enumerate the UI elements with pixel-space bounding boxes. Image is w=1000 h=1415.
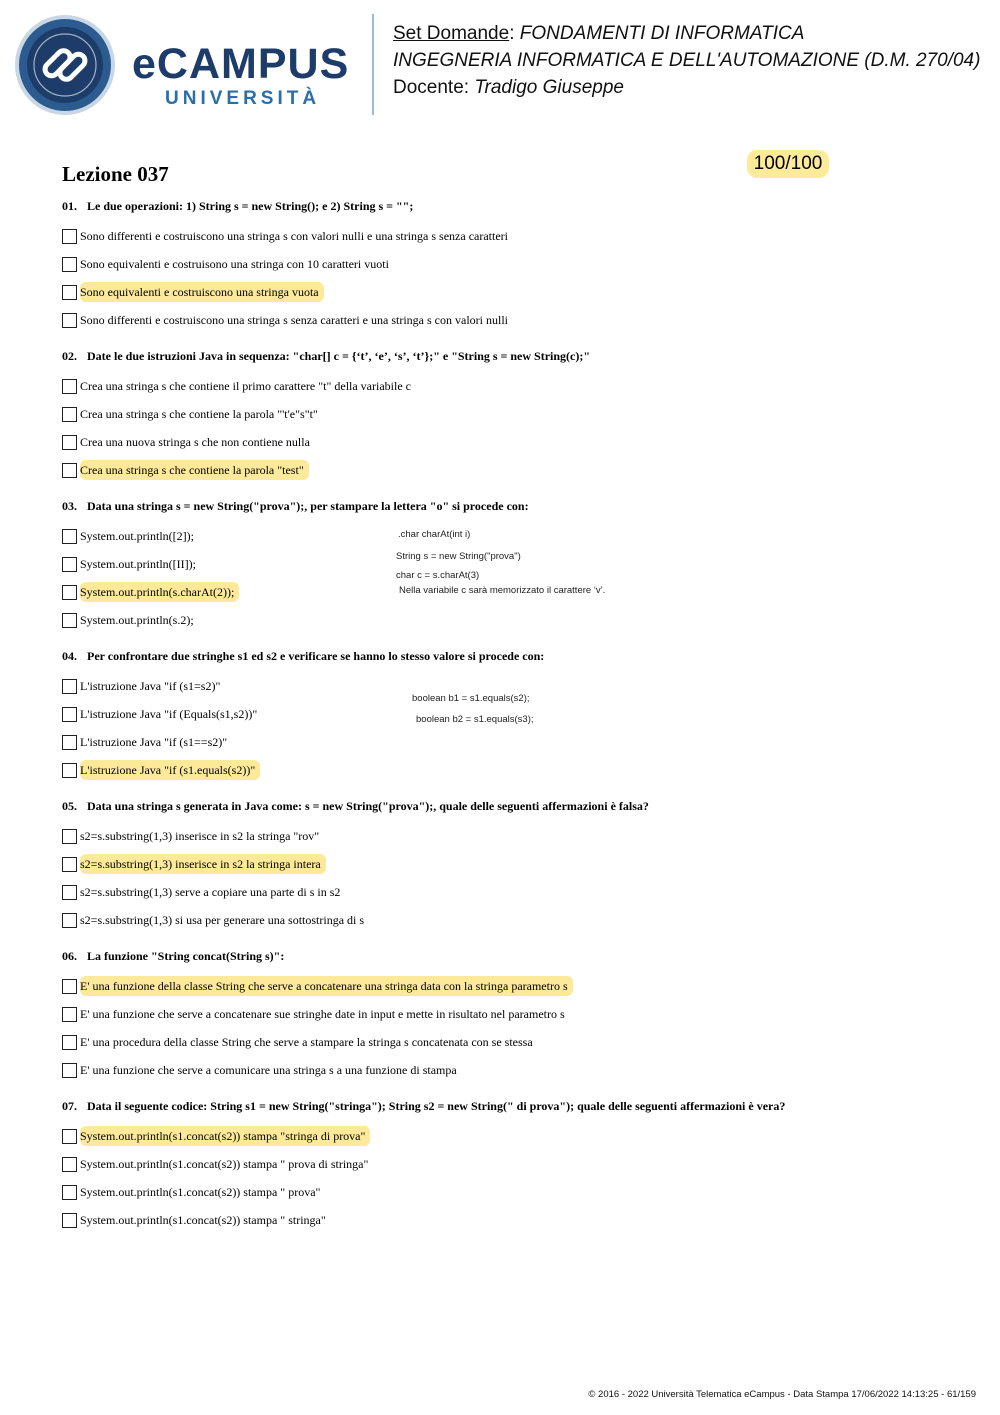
checkbox[interactable] — [62, 1035, 77, 1050]
answer-option-correct[interactable] — [62, 850, 962, 878]
page-header — [0, 0, 1000, 125]
question-heading — [62, 497, 962, 515]
brand-subtitle: UNIVERSITÀ — [165, 88, 321, 109]
answer-option-label: Crea una stringa s che contiene il primo carattere "t" della variabile c — [80, 379, 411, 393]
checkbox[interactable] — [62, 1185, 77, 1200]
question-text: Data una stringa s generata in Java come: s = new String("prova");, quale delle seguenti affermazioni è falsa? — [87, 799, 649, 813]
answer-option-label: L'istruzione Java "if (s1.equals(s2))" — [80, 760, 260, 780]
answer-option-label: E' una funzione che serve a comunicare una stringa s a una funzione di stampa — [80, 1063, 457, 1077]
checkbox[interactable] — [62, 229, 77, 244]
checkbox[interactable] — [62, 885, 77, 900]
question-block — [62, 797, 962, 934]
note-q3-line1: .char charAt(int i) — [398, 529, 471, 540]
answer-option-label: System.out.println([II]); — [80, 557, 196, 571]
question-number: 06. — [62, 949, 77, 963]
answer-option-label: s2=s.substring(1,3) inserisce in s2 la stringa "rov" — [80, 829, 320, 843]
answer-option[interactable] — [62, 728, 962, 756]
answer-option[interactable] — [62, 1000, 962, 1028]
checkbox[interactable] — [62, 285, 77, 300]
checkbox[interactable] — [62, 857, 77, 872]
docente-label: Docente — [393, 77, 464, 98]
question-block — [62, 947, 962, 1084]
lesson-title: Lezione 037 — [62, 162, 169, 186]
checkbox[interactable] — [62, 529, 77, 544]
note-q4-line2: boolean b2 = s1.equals(s3); — [416, 714, 534, 725]
answer-option-label: L'istruzione Java "if (s1==s2)" — [80, 735, 228, 749]
answer-option-label: s2=s.substring(1,3) serve a copiare una parte di s in s2 — [80, 885, 341, 899]
answer-option-correct[interactable] — [62, 456, 962, 484]
answer-option[interactable] — [62, 906, 962, 934]
checkbox[interactable] — [62, 379, 77, 394]
answer-option-correct[interactable] — [62, 756, 962, 784]
checkbox[interactable] — [62, 1213, 77, 1228]
answer-option-correct[interactable] — [62, 1122, 962, 1150]
checkbox[interactable] — [62, 613, 77, 628]
question-block — [62, 347, 962, 484]
answer-option[interactable] — [62, 606, 962, 634]
answer-option-label: System.out.println(s1.concat(s2)) stampa " prova di stringa" — [80, 1157, 369, 1171]
answer-option[interactable] — [62, 1028, 962, 1056]
answer-option[interactable] — [62, 306, 962, 334]
question-number: 01. — [62, 199, 77, 213]
answer-option-label: s2=s.substring(1,3) inserisce in s2 la stringa intera — [80, 854, 326, 874]
answer-option[interactable] — [62, 1206, 962, 1234]
answer-option-label: E' una funzione della classe String che serve a concatenare una stringa data con la stringa parametro s — [80, 976, 573, 996]
checkbox[interactable] — [62, 257, 77, 272]
question-heading — [62, 647, 962, 665]
answer-option[interactable] — [62, 250, 962, 278]
course-name: FONDAMENTI DI INFORMATICA — [519, 23, 805, 44]
answer-option-label: Sono equivalenti e costruiscono una stringa vuota — [80, 282, 324, 302]
answer-option-label: Sono equivalenti e costruisono una stringa con 10 caratteri vuoti — [80, 257, 389, 271]
answer-option-label: s2=s.substring(1,3) si usa per generare una sottostringa di s — [80, 913, 365, 927]
note-q3-line4: Nella variabile c sarà memorizzato il carattere ‘v’. — [399, 585, 606, 596]
question-text: La funzione "String concat(String s)": — [87, 949, 285, 963]
answer-option-label: Sono differenti e costruiscono una stringa s con valori nulli e una stringa s senza caratteri — [80, 229, 508, 243]
question-number: 05. — [62, 799, 77, 813]
checkbox[interactable] — [62, 829, 77, 844]
question-heading — [62, 347, 962, 365]
answer-option[interactable] — [62, 522, 962, 550]
score-badge: 100/100 — [747, 150, 829, 178]
question-block — [62, 1097, 962, 1234]
question-heading — [62, 197, 962, 215]
question-number: 07. — [62, 1099, 77, 1113]
checkbox[interactable] — [62, 979, 77, 994]
brand-name: eCAMPUS — [132, 40, 350, 88]
question-number: 02. — [62, 349, 77, 363]
question-text: Date le due istruzioni Java in sequenza: "char[] c = {‘t’, ‘e’, ‘s’, ‘t’};" e "String s = new String(c);" — [87, 349, 591, 363]
answer-option-correct[interactable] — [62, 278, 962, 306]
page-footer: © 2016 - 2022 Università Telematica eCampus - Data Stampa 17/06/2022 14:13:25 - 61/159 — [588, 1389, 976, 1400]
note-q4-line1: boolean b1 = s1.equals(s2); — [412, 693, 530, 704]
checkbox[interactable] — [62, 435, 77, 450]
answer-option[interactable] — [62, 428, 962, 456]
answer-option-label: System.out.println(s1.concat(s2)) stampa " stringa" — [80, 1213, 326, 1227]
answer-option-label: Crea una nuova stringa s che non contiene nulla — [80, 435, 310, 449]
answer-option-label: L'istruzione Java "if (Equals(s1,s2))" — [80, 707, 258, 721]
question-text: Per confrontare due stringhe s1 ed s2 e verificare se hanno lo stesso valore si procede con: — [87, 649, 545, 663]
checkbox[interactable] — [62, 557, 77, 572]
checkbox[interactable] — [62, 1157, 77, 1172]
answer-option[interactable] — [62, 822, 962, 850]
checkbox[interactable] — [62, 1007, 77, 1022]
answer-option[interactable] — [62, 400, 962, 428]
ecampus-emblem-icon — [14, 14, 116, 116]
answer-option[interactable] — [62, 1150, 962, 1178]
answer-option-label: System.out.println(s.charAt(2)); — [80, 582, 239, 602]
question-text: Le due operazioni: 1) String s = new String(); e 2) String s = ""; — [87, 199, 414, 213]
checkbox[interactable] — [62, 707, 77, 722]
answer-option[interactable] — [62, 372, 962, 400]
ecampus-logo — [132, 40, 362, 112]
set-label: Set Domande — [393, 23, 510, 44]
checkbox[interactable] — [62, 407, 77, 422]
question-heading — [62, 1097, 962, 1115]
answer-option-label: E' una funzione che serve a concatenare sue stringhe date in input e mette in risultato nel parametro s — [80, 1007, 565, 1021]
question-text: Data una stringa s = new String("prova");, per stampare la lettera "o" si procede con: — [87, 499, 529, 513]
answer-option-label: System.out.println(s1.concat(s2)) stampa " prova" — [80, 1185, 321, 1199]
question-number: 04. — [62, 649, 77, 663]
checkbox[interactable] — [62, 463, 77, 478]
docente-name: Tradigo Giuseppe — [474, 77, 624, 98]
header-info: Set Domande: FONDAMENTI DI INFORMATICA INGEGNERIA INFORMATICA E DELL'AUTOMAZIONE (D.M. 270/04) Docente: Tradigo Giuseppe — [393, 23, 981, 98]
note-q3-line2: String s = new String("prova") — [396, 551, 521, 562]
answer-option[interactable] — [62, 1056, 962, 1084]
checkbox[interactable] — [62, 913, 77, 928]
checkbox[interactable] — [62, 1129, 77, 1144]
answer-option-label: Crea una stringa s che contiene la parola "'t'e"s"t" — [80, 407, 318, 421]
note-q3-line3: char c = s.charAt(3) — [396, 570, 480, 581]
answer-option-label: Crea una stringa s che contiene la parola "test" — [80, 460, 309, 480]
answer-option[interactable] — [62, 1178, 962, 1206]
question-heading — [62, 797, 962, 815]
question-block — [62, 197, 962, 334]
answer-option-label: Sono differenti e costruiscono una stringa s senza caratteri e una stringa s con valori nulli — [80, 313, 508, 327]
answer-option-label: E' una procedura della classe String che serve a stampare la stringa s concatenata con se stessa — [80, 1035, 533, 1049]
answer-option-label: System.out.println(s1.concat(s2)) stampa "stringa di prova" — [80, 1126, 370, 1146]
question-number: 03. — [62, 499, 77, 513]
header-divider — [372, 14, 374, 115]
checkbox[interactable] — [62, 585, 77, 600]
checkbox[interactable] — [62, 313, 77, 328]
answer-option-label: System.out.println(s.2); — [80, 613, 194, 627]
answer-option-label: L'istruzione Java "if (s1=s2)" — [80, 679, 221, 693]
degree-name: INGEGNERIA INFORMATICA E DELL'AUTOMAZIONE (D.M. 270/04) — [393, 50, 981, 71]
question-heading — [62, 947, 962, 965]
question-block — [62, 497, 962, 634]
checkbox[interactable] — [62, 1063, 77, 1078]
checkbox[interactable] — [62, 735, 77, 750]
answer-option[interactable] — [62, 878, 962, 906]
answer-option-label: System.out.println([2]); — [80, 529, 194, 543]
checkbox[interactable] — [62, 763, 77, 778]
answer-option-correct[interactable] — [62, 972, 962, 1000]
checkbox[interactable] — [62, 679, 77, 694]
answer-option[interactable] — [62, 222, 962, 250]
question-text: Data il seguente codice: String s1 = new String("stringa"); String s2 = new String(" di prova"); quale delle seguenti affermazioni è vera? — [87, 1099, 786, 1113]
